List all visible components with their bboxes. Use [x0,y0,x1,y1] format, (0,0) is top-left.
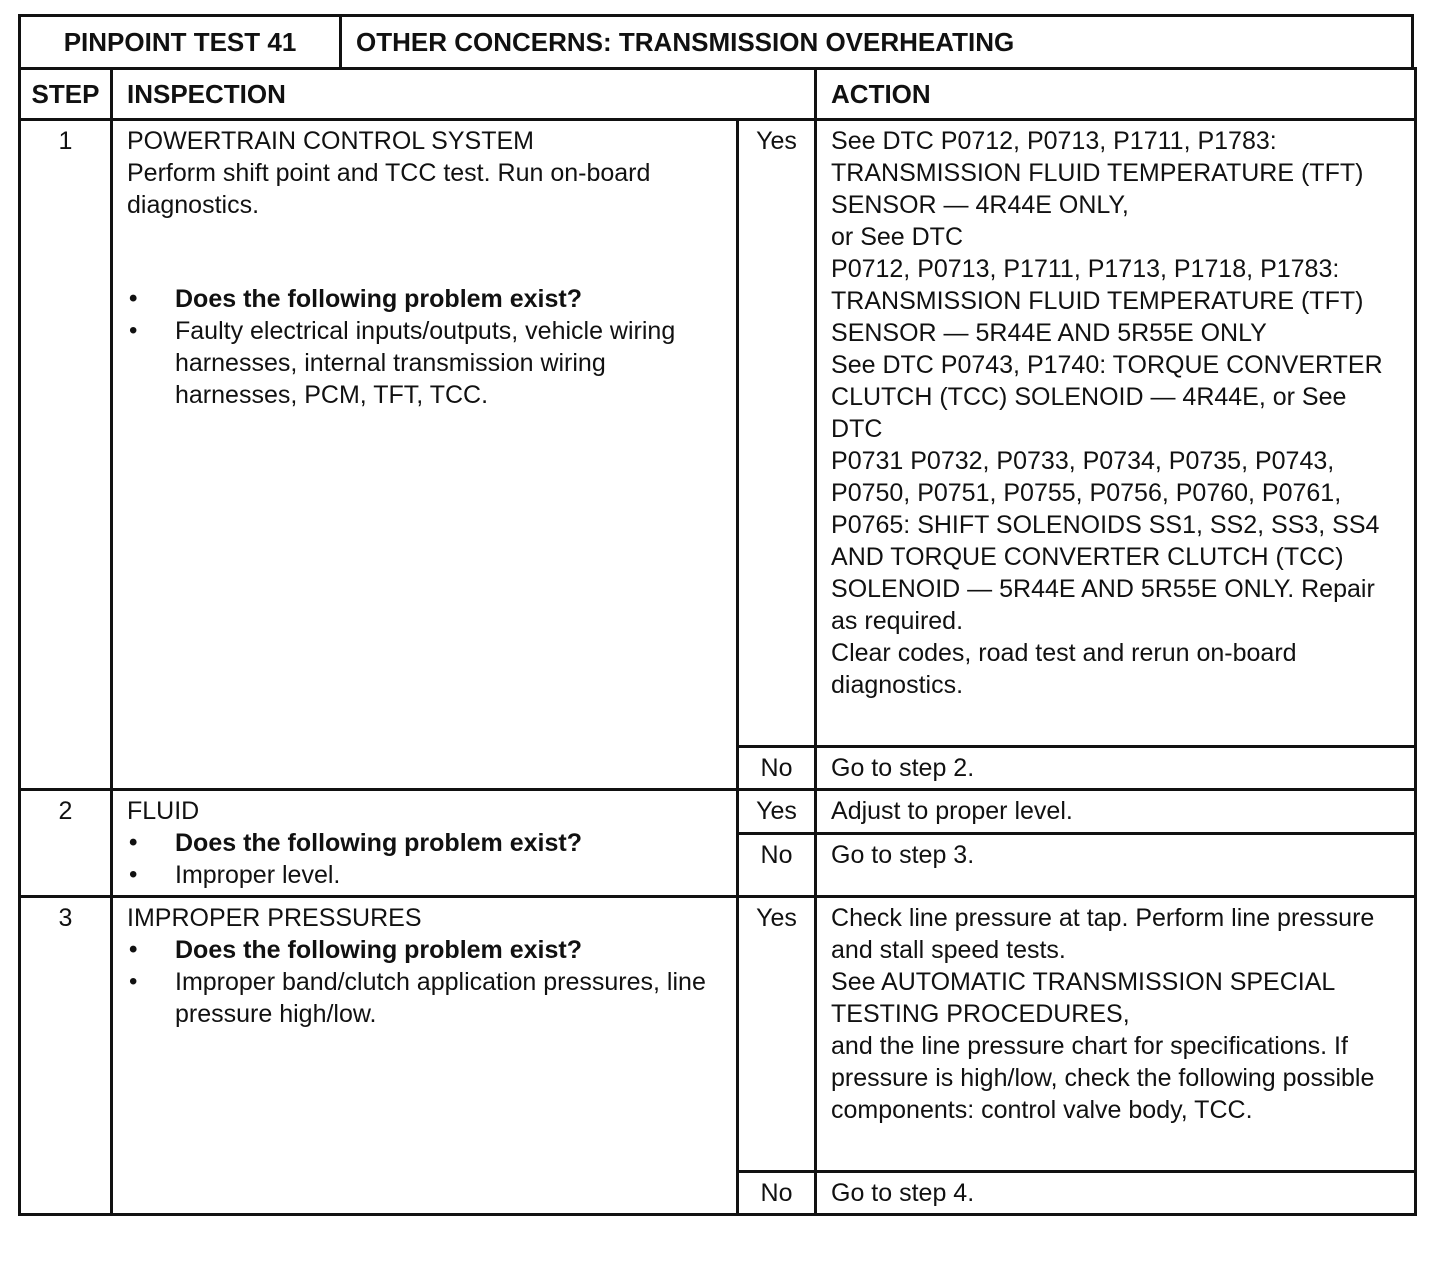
step-number: 1 [20,120,112,790]
action-paragraph: P0731 P0732, P0733, P0734, P0735, P0743, P0750, P0751, P0755, P0756, P0760, P0761, P0765: SHIFT SOLENOIDS SS1, SS2, SS3, SS4 AND TORQUE CONVERTER CLUTCH (TCC) SOLENOID — 5R44E AND 5R55E ONLY. Repair as required. [831,447,1380,635]
action-paragraph: See DTC P0712, P0713, P1711, P1783: TRANSMISSION FLUID TEMPERATURE (TFT) SENSOR — 4R44E ONLY, [831,127,1364,219]
col-inspection-header: INSPECTION [112,69,816,120]
inspection-cell [112,120,738,790]
inspection-title: FLUID [127,797,200,825]
step-number: 2 [20,790,112,897]
table-row [20,120,1416,747]
inspection-problem: • Improper band/clutch application pressures, line pressure high/low. [127,966,726,1030]
inspection-list [127,827,726,891]
test-title: OTHER CONCERNS: TRANSMISSION OVERHEATING [356,26,1015,57]
step-number: 3 [20,897,112,1215]
action-paragraph: and the line pressure chart for specifications. If pressure is high/low, check the following possible components: control valve body, TCC. [831,1032,1375,1124]
action-paragraph: See AUTOMATIC TRANSMISSION SPECIAL TESTING PROCEDURES, [831,968,1335,1028]
inspection-title: POWERTRAIN CONTROL SYSTEM [127,127,534,155]
test-header [18,14,1414,67]
test-id: PINPOINT TEST 41 [21,17,342,67]
inspection-question: • Does the following problem exist? [127,827,726,859]
inspection-instruction: Perform shift point and TCC test. Run on-board diagnostics. [127,159,651,219]
yes-label: Yes [738,120,816,747]
table-row [20,790,1416,834]
table-row [20,897,1416,1172]
inspection-problem: • Faulty electrical inputs/outputs, vehicle wiring harnesses, internal transmission wiring harnesses, PCM, TFT, TCC. [127,315,726,411]
action-paragraph: Clear codes, road test and rerun on-board diagnostics. [831,639,1297,699]
inspection-cell [112,790,738,897]
yes-action-cell [816,120,1416,747]
inspection-cell [112,897,738,1215]
action-paragraph: See DTC P0743, P1740: TORQUE CONVERTER CLUTCH (TCC) SOLENOID — 4R44E, or See DTC [831,351,1383,443]
no-label: No [738,1172,816,1215]
yes-label: Yes [738,790,816,834]
no-action: Go to step 2. [816,747,1416,790]
col-action-header: ACTION [816,69,1416,120]
col-step-header: STEP [20,69,112,120]
inspection-question: • Does the following problem exist? [127,934,726,966]
yes-label: Yes [738,897,816,1172]
column-header-row [20,69,1416,120]
no-label: No [738,834,816,897]
action-paragraph: P0712, P0713, P1711, P1713, P1718, P1783: TRANSMISSION FLUID TEMPERATURE (TFT) SENSOR — 5R44E AND 5R55E ONLY [831,255,1364,347]
no-label: No [738,747,816,790]
action-paragraph: or See DTC [831,223,963,251]
yes-action: Adjust to proper level. [816,790,1416,834]
inspection-title: IMPROPER PRESSURES [127,904,422,932]
no-action: Go to step 4. [816,1172,1416,1215]
inspection-list [127,283,726,411]
pinpoint-table [18,67,1417,1216]
no-action: Go to step 3. [816,834,1416,897]
yes-action-cell [816,897,1416,1172]
inspection-list [127,934,726,1030]
action-paragraph: Check line pressure at tap. Perform line pressure and stall speed tests. [831,904,1375,964]
inspection-problem: • Improper level. [127,859,726,891]
inspection-question: • Does the following problem exist? [127,283,726,315]
pinpoint-test-sheet [18,14,1414,1216]
